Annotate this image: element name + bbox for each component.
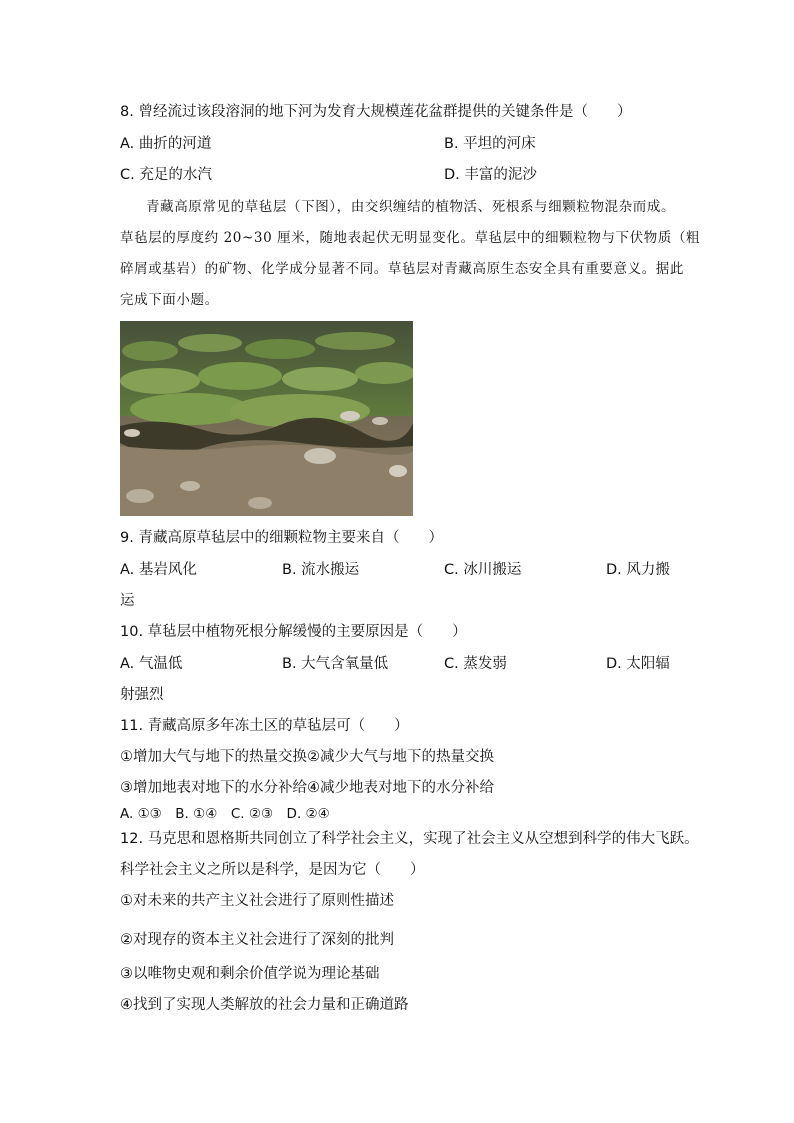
q9-option-d: D. 风力搬	[606, 562, 670, 578]
grass-mat-photo	[120, 321, 413, 516]
q10-option-a: A. 气温低	[120, 656, 183, 672]
q11-choices: A. ①③ B. ①④ C. ②③ D. ②④	[120, 806, 330, 822]
q11-item-row-2: ③增加地表对地下的水分补给④减少地表对地下的水分补给	[120, 780, 494, 796]
q9-option-c: C. 冰川搬运	[444, 562, 522, 578]
q9-option-d-wrap: 运	[120, 593, 135, 609]
passage-line-4: 完成下面小题。	[120, 292, 219, 308]
q10-option-d-wrap: 射强烈	[120, 687, 164, 703]
q12-item-2: ②对现存的资本主义社会进行了深刻的批判	[120, 932, 394, 948]
q9-stem: 9. 青藏高原草毡层中的细颗粒物主要来自（ ）	[120, 530, 443, 546]
passage-line-2: 草毡层的厚度约 20~30 厘米，随地表起伏无明显变化。草毡层中的细颗粒物与下伏物质（粗	[120, 230, 701, 246]
q9-option-a: A. 基岩风化	[120, 562, 197, 578]
q8-option-d: D. 丰富的泥沙	[444, 167, 537, 183]
q11-item-row-1: ①增加大气与地下的热量交换②减少大气与地下的热量交换	[120, 749, 494, 765]
q10-stem: 10. 草毡层中植物死根分解缓慢的主要原因是（ ）	[120, 624, 467, 640]
q12-item-4: ④找到了实现人类解放的社会力量和正确道路	[120, 997, 409, 1013]
q8-option-a: A. 曲折的河道	[120, 136, 212, 152]
q10-option-d: D. 太阳辐	[606, 656, 670, 672]
q12-item-3: ③以唯物史观和剩余价值学说为理论基础	[120, 966, 380, 982]
q10-option-c: C. 蒸发弱	[444, 656, 507, 672]
q8-option-b: B. 平坦的河床	[444, 136, 536, 152]
passage-line-3: 碎屑或基岩）的矿物、化学成分显著不同。草毡层对青藏高原生态安全具有重要意义。据此	[120, 261, 684, 277]
q12-item-1: ①对未来的共产主义社会进行了原则性描述	[120, 893, 394, 909]
q8-stem: 8. 曾经流过该段溶洞的地下河为发育大规模莲花盆群提供的关键条件是（ ）	[120, 104, 632, 120]
q9-option-b: B. 流水搬运	[282, 562, 360, 578]
q8-option-c: C. 充足的水汽	[120, 167, 212, 183]
q12-stem-line-2: 科学社会主义之所以是科学，是因为它（ ）	[120, 862, 425, 878]
q12-stem-line-1: 12. 马克思和恩格斯共同创立了科学社会主义，实现了社会主义从空想到科学的伟大飞跃。	[120, 831, 699, 847]
passage-line-1: 青藏高原常见的草毡层（下图），由交织缠结的植物活、死根系与细颗粒物混杂而成。	[146, 199, 676, 215]
q10-option-b: B. 大气含氧量低	[282, 656, 389, 672]
q11-stem: 11. 青藏高原多年冻土区的草毡层可（ ）	[120, 718, 409, 734]
